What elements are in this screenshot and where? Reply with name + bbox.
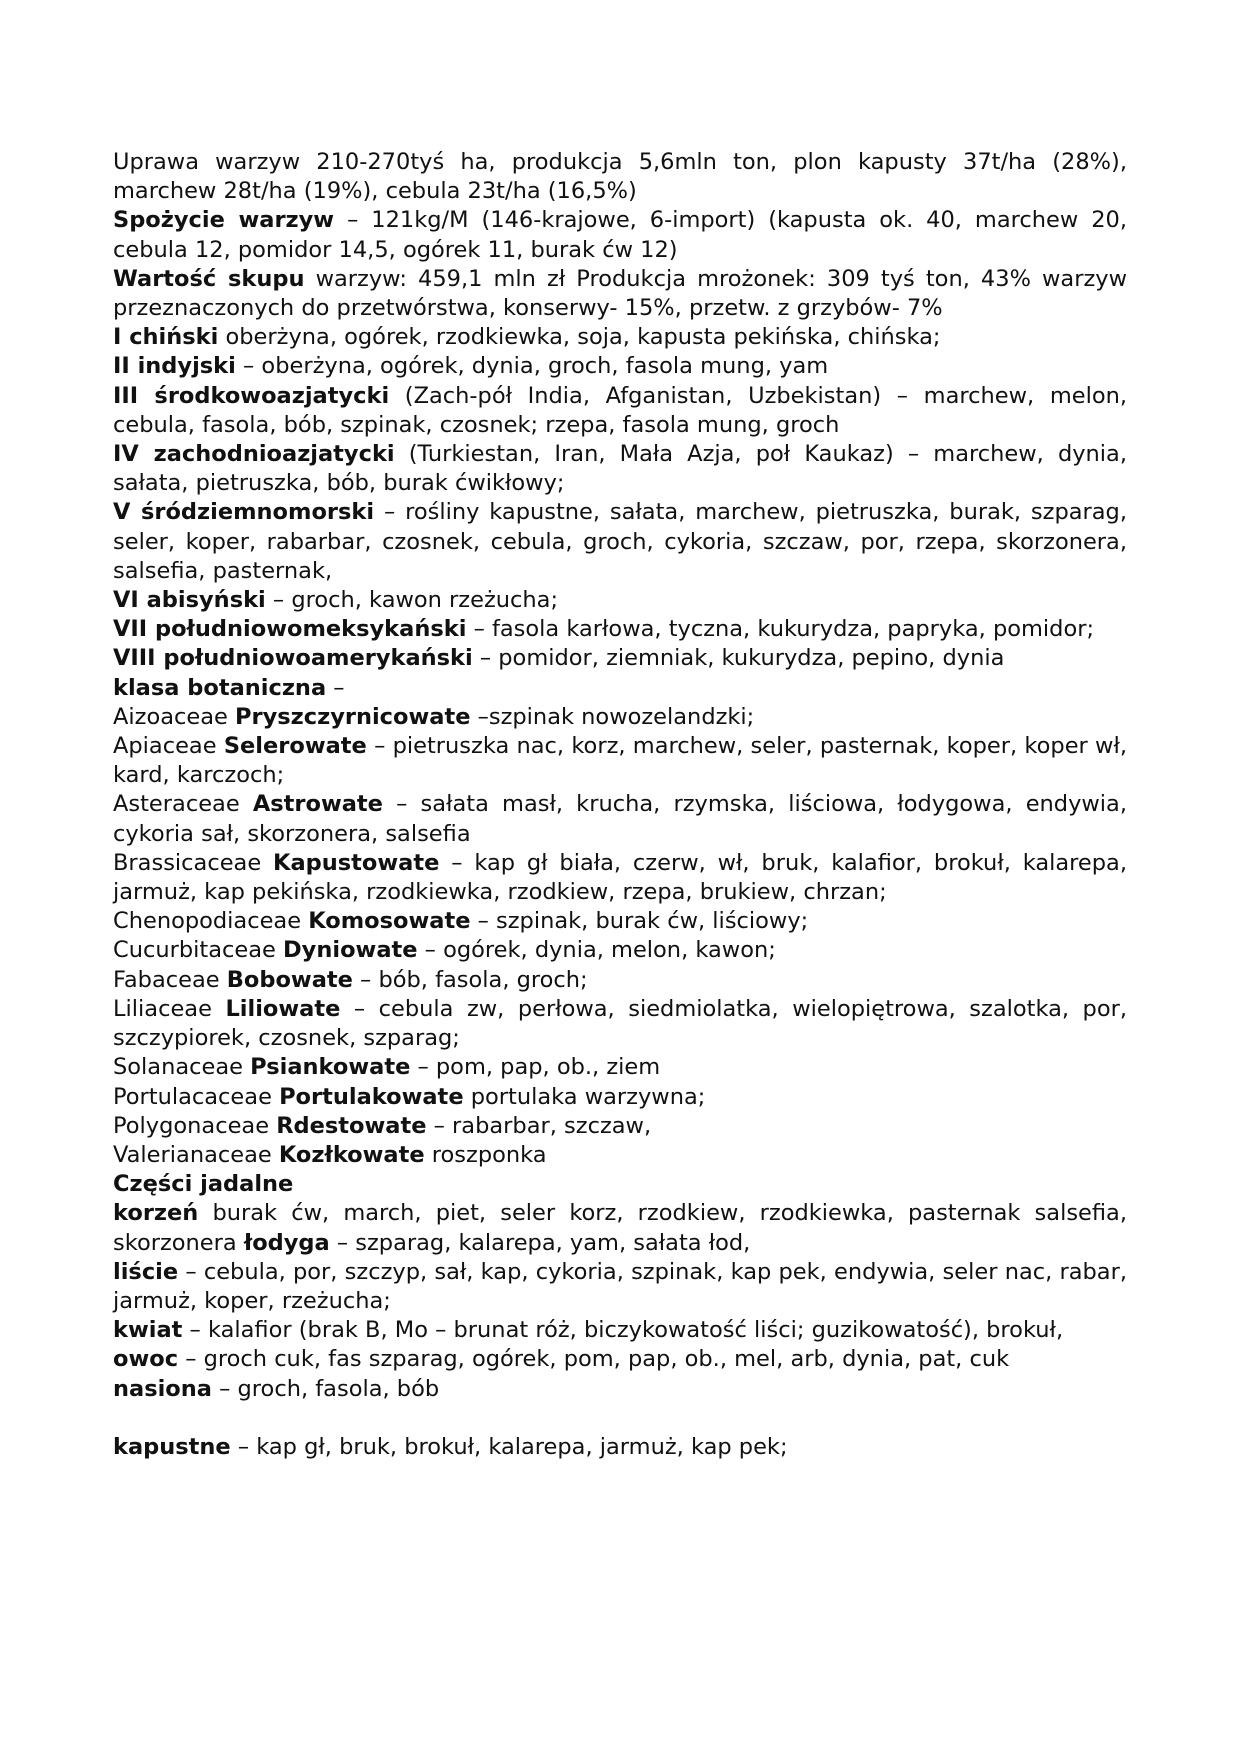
paragraph-aizoaceae bbox=[113, 703, 1127, 732]
latin-name: Apiaceae bbox=[113, 733, 224, 760]
paragraph-text: – kalafior (brak B, Mo – brunat róż, biczykowatość liści; guzikowatość), brokuł, bbox=[182, 1317, 1064, 1344]
paragraph-text: – rośliny kapustne, sałata, marchew, pietruszka, burak, szparag, seler, koper, rabarbar, czosnek, cebula, groch, cykoria, szczaw, por, rzepa, skorzonera, salsefia, pasternak, bbox=[113, 499, 1127, 584]
blank-line bbox=[113, 1404, 1127, 1433]
paragraph-brassicaceae bbox=[113, 849, 1127, 907]
bold-lead: Rdestowate bbox=[276, 1112, 427, 1139]
bold-lead: Astrowate bbox=[252, 791, 383, 818]
document-page bbox=[113, 148, 1127, 1462]
paragraph-liliaceae bbox=[113, 995, 1127, 1053]
bold-lead: Wartość skupu bbox=[113, 265, 305, 292]
latin-name: Liliaceae bbox=[113, 995, 226, 1022]
bold-lead: nasiona bbox=[113, 1375, 212, 1402]
paragraph-text: Uprawa warzyw 210-270tyś ha, produkcja 5,6mln ton, plon kapusty 37t/ha (28%), marchew 28t/ha (19%), cebula 23t/ha (16,5%) bbox=[113, 149, 1127, 205]
paragraph-zachodnioazjatycki bbox=[113, 440, 1127, 498]
paragraph-text: – fasola karłowa, tyczna, kukurydza, papryka, pomidor; bbox=[466, 616, 1095, 643]
bold-lead: kwiat bbox=[113, 1317, 183, 1344]
bold-lead: II indyjski bbox=[113, 353, 236, 380]
paragraph-text: – kap gł, bruk, brokuł, kalarepa, jarmuż, kap pek; bbox=[230, 1433, 788, 1460]
paragraph-uprawa bbox=[113, 148, 1127, 206]
paragraph-text: – groch cuk, fas szparag, ogórek, pom, pap, ob., mel, arb, dynia, pat, cuk bbox=[178, 1346, 1010, 1373]
latin-name: Chenopodiaceae bbox=[113, 908, 309, 935]
bold-lead: III środkowoazjatycki bbox=[113, 382, 390, 409]
paragraph-poludniowoamerykanski bbox=[113, 644, 1127, 673]
paragraph-fabaceae bbox=[113, 966, 1127, 995]
bold-lead: Portulakowate bbox=[279, 1083, 464, 1110]
bold-lead: Selerowate bbox=[223, 733, 367, 760]
paragraph-text: – rabarbar, szczaw, bbox=[426, 1112, 652, 1139]
bold-lead: liście bbox=[113, 1258, 179, 1285]
paragraph-text: – pom, pap, ob., ziem bbox=[410, 1054, 661, 1081]
paragraph-wartosc-skupu bbox=[113, 265, 1127, 323]
bold-lead: korzeń bbox=[113, 1200, 199, 1227]
paragraph-text: – bób, fasola, groch; bbox=[352, 966, 588, 993]
paragraph-text: – sałata masł, krucha, rzymska, liściowa, łodygowa, endywia, cykoria sał, skorzonera, salsefia bbox=[113, 791, 1127, 847]
paragraph-text: – ogórek, dynia, melon, kawon; bbox=[417, 937, 776, 964]
paragraph-spozycie bbox=[113, 206, 1127, 264]
heading-czesci-jadalne bbox=[113, 1170, 1127, 1199]
bold-lead: VII południowomeksykański bbox=[113, 616, 467, 643]
paragraph-polygonaceae bbox=[113, 1112, 1127, 1141]
paragraph-text: (Zach-pół India, Afganistan, Uzbekistan) – marchew, melon, cebula, fasola, bób, szpinak, czosnek; rzepa, fasola mung, groch bbox=[113, 382, 1128, 438]
paragraph-text: portulaka warzywna; bbox=[463, 1083, 706, 1110]
paragraph-srodziemnomorski bbox=[113, 498, 1127, 586]
paragraph-text: oberżyna, ogórek, rzodkiewka, soja, kapusta pekińska, chińska; bbox=[218, 324, 941, 351]
paragraph-owoc bbox=[113, 1345, 1127, 1374]
latin-name: Solanaceae bbox=[113, 1054, 251, 1081]
bold-lead: Dyniowate bbox=[283, 937, 418, 964]
latin-name: Fabaceae bbox=[113, 966, 227, 993]
bold-lead: Bobowate bbox=[226, 966, 353, 993]
latin-name: Brassicaceae bbox=[113, 849, 274, 876]
paragraph-indyjski bbox=[113, 352, 1127, 381]
paragraph-text: – kap gł biała, czerw, wł, bruk, kalafior, brokuł, kalarepa, jarmuż, kap pekińska, rzodkiewka, rzodkiew, rzepa, brukiew, chrzan; bbox=[113, 849, 1127, 906]
paragraph-kwiat bbox=[113, 1316, 1127, 1345]
latin-name: Aizoaceae bbox=[113, 703, 236, 730]
bold-lead: V śródziemnomorski bbox=[113, 499, 375, 526]
paragraph-text: –szpinak nowozelandzki; bbox=[470, 703, 755, 730]
paragraph-valerianaceae bbox=[113, 1141, 1127, 1170]
paragraph-text: – bbox=[326, 674, 345, 701]
paragraph-text: burak ćw, march, piet, seler korz, rzodkiew, rzodkiewka, pasternak salsefia, skorzonera bbox=[113, 1200, 1127, 1256]
paragraph-klasa-botaniczna bbox=[113, 674, 1127, 703]
paragraph-text: – pietruszka nac, korz, marchew, seler, pasternak, koper, koper wł, kard, karczoch; bbox=[113, 733, 1127, 789]
bold-lead: klasa botaniczna bbox=[113, 674, 327, 701]
paragraph-cucurbitaceae bbox=[113, 936, 1127, 965]
bold-lead: VI abisyński bbox=[113, 587, 266, 614]
latin-name: Asteraceae bbox=[113, 791, 253, 818]
bold-lead: Komosowate bbox=[308, 908, 471, 935]
paragraph-asteraceae bbox=[113, 790, 1127, 848]
paragraph-solanaceae bbox=[113, 1053, 1127, 1082]
latin-name: Polygonaceae bbox=[113, 1112, 277, 1139]
paragraph-liscie bbox=[113, 1258, 1127, 1316]
paragraph-poludniowomeksykanski bbox=[113, 615, 1127, 644]
paragraph-text: – oberżyna, ogórek, dynia, groch, fasola mung, yam bbox=[235, 353, 829, 380]
bold-lead: IV zachodnioazjatycki bbox=[113, 441, 395, 468]
bold-lead: kapustne bbox=[113, 1433, 231, 1460]
paragraph-text: (Turkiestan, Iran, Mała Azja, poł Kaukaz) – marchew, dynia, sałata, pietruszka, bób, burak ćwikłowy; bbox=[113, 441, 1127, 497]
paragraph-text-lodyga: – szparag, kalarepa, yam, sałata łod, bbox=[329, 1229, 751, 1256]
bold-lead: I chiński bbox=[113, 324, 219, 351]
bold-lead: Spożycie warzyw bbox=[113, 207, 335, 234]
bold-lead: Kapustowate bbox=[273, 849, 440, 876]
latin-name: Portulacaceae bbox=[113, 1083, 280, 1110]
paragraph-text: roszponka bbox=[424, 1141, 547, 1168]
bold-lead: Psiankowate bbox=[250, 1054, 411, 1081]
bold-lead-lodyga: łodyga bbox=[243, 1229, 330, 1256]
paragraph-portulacaceae bbox=[113, 1083, 1127, 1112]
paragraph-text: – cebula, por, szczyp, sał, kap, cykoria, szpinak, kap pek, endywia, seler nac, rabar, jarmuż, koper, rzeżucha; bbox=[113, 1258, 1127, 1314]
paragraph-text: – 121kg/M (146-krajowe, 6-import) (kapusta ok. 40, marchew 20, cebula 12, pomidor 14,5, ogórek 11, burak ćw 12) bbox=[113, 207, 1128, 263]
bold-lead: owoc bbox=[113, 1346, 179, 1373]
paragraph-text: – szpinak, burak ćw, liściowy; bbox=[470, 908, 809, 935]
paragraph-text: – pomidor, ziemniak, kukurydza, pepino, dynia bbox=[472, 645, 1005, 672]
bold-lead: Kozłkowate bbox=[278, 1141, 425, 1168]
paragraph-apiaceae bbox=[113, 732, 1127, 790]
bold-lead: Liliowate bbox=[225, 995, 341, 1022]
paragraph-chenopodiaceae bbox=[113, 907, 1127, 936]
paragraph-text: – groch, kawon rzeżucha; bbox=[265, 587, 559, 614]
bold-lead: Pryszczyrnicowate bbox=[235, 703, 471, 730]
paragraph-srodkowoazjatycki bbox=[113, 382, 1127, 440]
paragraph-text: – groch, fasola, bób bbox=[211, 1375, 440, 1402]
paragraph-text: warzyw: 459,1 mln zł Produkcja mrożonek: 309 tyś ton, 43% warzyw przeznaczonych do przetwórstwa, konserwy- 15%, przetw. z grzybów- 7% bbox=[113, 265, 1127, 322]
paragraph-korzen bbox=[113, 1199, 1127, 1257]
paragraph-abisynski bbox=[113, 586, 1127, 615]
bold-lead: Części jadalne bbox=[113, 1171, 294, 1198]
paragraph-kapustne bbox=[113, 1433, 1127, 1462]
bold-lead: VIII południowoamerykański bbox=[113, 645, 473, 672]
paragraph-text: – cebula zw, perłowa, siedmiolatka, wielopiętrowa, szalotka, por, szczypiorek, czosnek, szparag; bbox=[113, 995, 1127, 1052]
paragraph-chinski bbox=[113, 323, 1127, 352]
latin-name: Valerianaceae bbox=[113, 1141, 279, 1168]
paragraph-nasiona bbox=[113, 1375, 1127, 1404]
latin-name: Cucurbitaceae bbox=[113, 937, 283, 964]
